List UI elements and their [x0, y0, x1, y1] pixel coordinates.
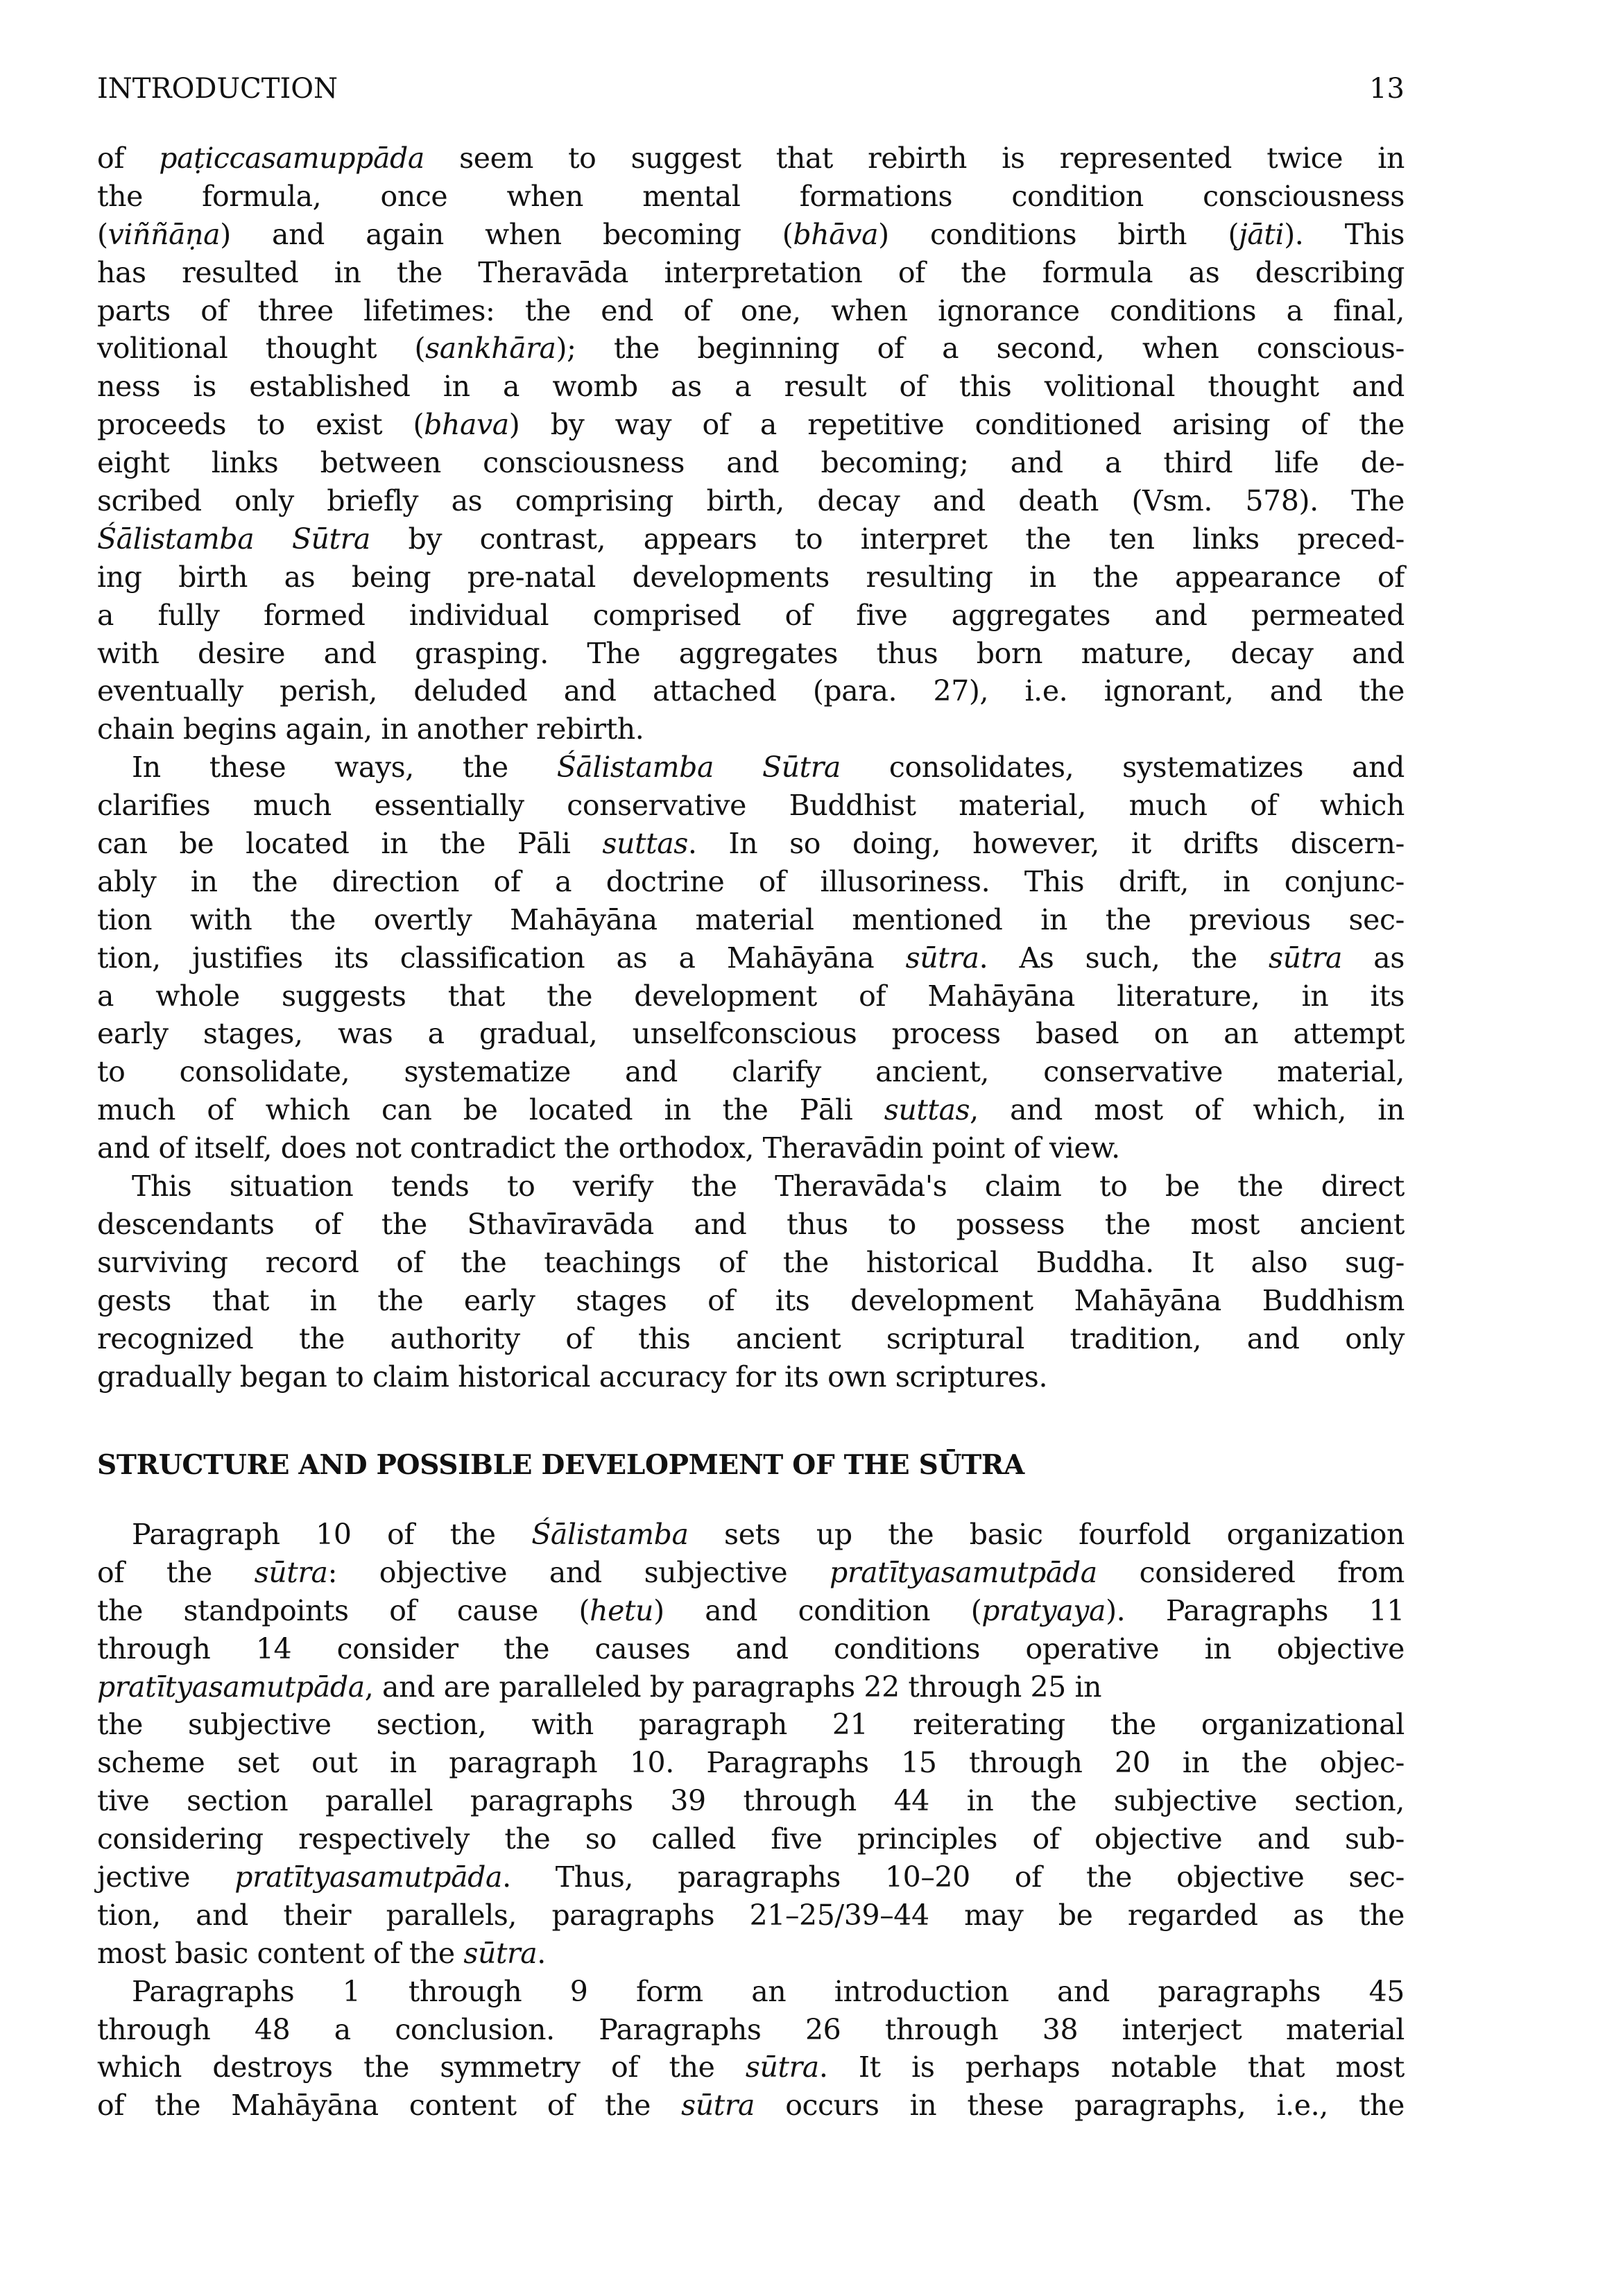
- italic-term: pratītyasamutpāda: [97, 1670, 365, 1704]
- italic-term: pratītyasamutpāda: [234, 1860, 503, 1894]
- paragraph: [97, 1973, 1405, 2125]
- italic-term: sūtra: [463, 1936, 538, 1970]
- text-line: [97, 482, 1405, 520]
- text-line: [97, 139, 1405, 178]
- text-line: [97, 178, 1405, 216]
- text-run: .: [537, 1936, 546, 1970]
- italic-term: pratyaya: [981, 1593, 1106, 1627]
- text-line: [97, 254, 1405, 292]
- text-run: ing birth as being pre-natal developments resulting in the appearance of: [97, 560, 1405, 594]
- italic-term: suttas: [884, 1093, 970, 1127]
- text-run: chain begins again, in another rebirth.: [97, 712, 644, 746]
- text-run: ) by way of a repetitive conditioned arising of the: [508, 408, 1405, 442]
- italic-term: sūtra: [745, 2050, 819, 2084]
- text-line: [97, 1129, 1405, 1167]
- text-run: tive section parallel paragraphs 39 through 44 in the subjective section,: [97, 1784, 1405, 1818]
- italic-term: Śālistamba Sūtra: [97, 522, 370, 556]
- text-line: [97, 1015, 1405, 1053]
- text-line: [97, 1206, 1405, 1244]
- italic-term: sankhāra: [425, 332, 556, 366]
- text-run: recognized the authority of this ancient scriptural tradition, and only: [97, 1321, 1405, 1355]
- text-run: jective: [97, 1860, 235, 1894]
- text-run: with desire and grasping. The aggregates thus born mature, decay and: [97, 636, 1405, 670]
- text-run: ness is established in a womb as a result of this volitional thought and: [97, 370, 1405, 404]
- italic-term: paṭiccasamuppāda: [159, 142, 424, 175]
- text-run: parts of three lifetimes: the end of one, when ignorance conditions a final,: [97, 293, 1405, 327]
- text-line: [97, 444, 1405, 482]
- text-run: tion with the overtly Mahāyāna material mentioned in the previous sec-: [97, 902, 1405, 936]
- text-line: [97, 1706, 1405, 1744]
- text-line: [97, 1053, 1405, 1091]
- text-line: [97, 1782, 1405, 1820]
- text-run: clarifies much essentially conservative Buddhist material, much of which: [97, 789, 1405, 823]
- paragraph: [97, 1167, 1405, 1396]
- text-run: to consolidate, systematize and clarify ancient, conservative material,: [97, 1055, 1405, 1089]
- text-line: [97, 597, 1405, 635]
- text-run: can be located in the Pāli: [97, 827, 603, 861]
- text-line: [97, 329, 1405, 368]
- italic-term: sūtra: [1269, 941, 1343, 975]
- text-run: through 14 consider the causes and conditions operative in objective: [97, 1631, 1405, 1665]
- italic-term: hetu: [590, 1593, 654, 1627]
- text-line: [97, 672, 1405, 710]
- text-run: surviving record of the teachings of the historical Buddha. It also sug-: [97, 1245, 1405, 1279]
- text-run: In these ways, the: [132, 751, 557, 785]
- text-run: a whole suggests that the development of Mahāyāna literature, in its: [97, 979, 1405, 1013]
- text-run: eight links between consciousness and becoming; and a third life de-: [97, 446, 1405, 480]
- text-run: through 48 a conclusion. Paragraphs 26 through 38 interject material: [97, 2012, 1405, 2046]
- text-line: [97, 863, 1405, 901]
- text-line: [97, 748, 1405, 787]
- text-run: , and are paralleled by paragraphs 22 through 25 in: [364, 1670, 1102, 1704]
- text-line: [97, 1282, 1405, 1320]
- text-line: [97, 1668, 1405, 1706]
- italic-term: suttas: [602, 827, 688, 861]
- text-line: [97, 2087, 1405, 2125]
- running-head: [97, 69, 1405, 108]
- text-line: [97, 1973, 1405, 2011]
- italic-term: pratītyasamutpāda: [830, 1555, 1097, 1589]
- italic-term: sūtra: [681, 2089, 755, 2123]
- text-run: volitional thought (: [97, 332, 426, 366]
- text-run: much of which can be located in the Pāli: [97, 1093, 884, 1127]
- text-line: [97, 635, 1405, 673]
- section-heading: STRUCTURE AND POSSIBLE DEVELOPMENT OF THE SŪTRA: [97, 1449, 1024, 1481]
- italic-term: Śālistamba Sūtra: [556, 751, 841, 785]
- text-run: . Thus, paragraphs 10–20 of the objective sec-: [502, 1860, 1405, 1894]
- text-run: tion, and their parallels, paragraphs 21–25/39–44 may be regarded as the: [97, 1898, 1405, 1932]
- text-run: by contrast, appears to interpret the ten links preced-: [370, 522, 1405, 556]
- text-line: [97, 901, 1405, 939]
- text-run: occurs in these paragraphs, i.e., the: [755, 2089, 1405, 2123]
- text-run: gests that in the early stages of its development Mahāyāna Buddhism: [97, 1283, 1405, 1317]
- text-run: most basic content of the: [97, 1936, 464, 1970]
- text-line: [97, 1167, 1405, 1206]
- text-run: ); the beginning of a second, when conscious-: [556, 332, 1405, 366]
- text-run: the subjective section, with paragraph 21 reiterating the organizational: [97, 1708, 1405, 1742]
- text-run: proceeds to exist (: [97, 408, 424, 442]
- body-text-block-1: [97, 139, 1405, 1396]
- text-run: . In so doing, however, it drifts discern-: [687, 827, 1405, 861]
- text-line: [97, 939, 1405, 977]
- text-run: descendants of the Sthavīravāda and thus to possess the most ancient: [97, 1207, 1405, 1241]
- paragraph: [97, 1516, 1405, 1973]
- text-run: tion, justifies its classification as a Mahāyāna: [97, 941, 906, 975]
- italic-term: sūtra: [905, 941, 979, 975]
- text-line: [97, 1091, 1405, 1129]
- text-run: (: [97, 217, 108, 251]
- paragraph: [97, 748, 1405, 1167]
- text-run: and of itself, does not contradict the orthodox, Theravādin point of view.: [97, 1131, 1120, 1165]
- text-run: ably in the direction of a doctrine of illusoriness. This drift, in conjunc-: [97, 864, 1405, 898]
- paragraph: [97, 139, 1405, 748]
- text-run: which destroys the symmetry of the: [97, 2050, 746, 2084]
- text-line: [97, 1320, 1405, 1358]
- text-run: considering respectively the so called five principles of objective and sub-: [97, 1822, 1405, 1856]
- text-run: , and most of which, in: [970, 1093, 1405, 1127]
- text-run: scribed only briefly as comprising birth, decay and death (Vsm. 578). The: [97, 484, 1405, 518]
- text-line: [97, 1516, 1405, 1554]
- running-head-title: INTRODUCTION: [97, 73, 338, 105]
- text-line: [97, 1935, 1405, 1973]
- text-line: [97, 1858, 1405, 1896]
- text-run: the standpoints of cause (: [97, 1593, 590, 1627]
- text-run: gradually began to claim historical accuracy for its own scriptures.: [97, 1360, 1048, 1394]
- text-run: ) conditions birth (: [878, 217, 1239, 251]
- text-run: . As such, the: [979, 941, 1269, 975]
- text-line: [97, 368, 1405, 406]
- italic-term: sūtra: [254, 1555, 328, 1589]
- text-line: [97, 2048, 1405, 2087]
- text-run: Paragraphs 1 through 9 form an introduction and paragraphs 45: [132, 1974, 1405, 2008]
- text-line: [97, 1820, 1405, 1858]
- text-run: : objective and subjective: [327, 1555, 830, 1589]
- text-run: sets up the basic fourfold organization: [688, 1518, 1405, 1551]
- text-line: [97, 825, 1405, 863]
- text-line: [97, 2011, 1405, 2049]
- text-line: [97, 1630, 1405, 1668]
- page-number: 13: [1369, 73, 1405, 105]
- text-run: ). This: [1284, 217, 1405, 251]
- italic-term: bhāva: [793, 217, 879, 251]
- text-line: [97, 406, 1405, 444]
- text-line: [97, 520, 1405, 558]
- text-line: [97, 1554, 1405, 1592]
- text-run: a fully formed individual comprised of five aggregates and permeated: [97, 598, 1405, 632]
- italic-term: Śālistamba: [531, 1518, 689, 1551]
- text-run: of the Mahāyāna content of the: [97, 2089, 682, 2123]
- body-text-block-2: [97, 1516, 1405, 2125]
- italic-term: jāti: [1239, 217, 1285, 251]
- text-line: [97, 1744, 1405, 1782]
- text-run: This situation tends to verify the Theravāda's claim to be the direct: [132, 1170, 1405, 1203]
- text-run: seem to suggest that rebirth is represented twice in: [424, 142, 1405, 175]
- text-run: ) and condition (: [653, 1593, 982, 1627]
- text-line: [97, 1244, 1405, 1282]
- text-line: [97, 1896, 1405, 1935]
- text-run: eventually perish, deluded and attached (para. 27), i.e. ignorant, and the: [97, 674, 1405, 708]
- text-run: of: [97, 142, 160, 175]
- italic-term: viññāṇa: [108, 217, 221, 251]
- text-line: [97, 558, 1405, 597]
- text-run: of the: [97, 1555, 255, 1589]
- text-run: early stages, was a gradual, unselfconscious process based on an attempt: [97, 1017, 1405, 1051]
- text-line: [97, 787, 1405, 825]
- text-run: ) and again when becoming (: [220, 217, 793, 251]
- text-line: [97, 1358, 1405, 1396]
- text-run: consolidates, systematizes and: [840, 751, 1405, 785]
- text-line: [97, 977, 1405, 1016]
- text-run: considered from: [1097, 1555, 1405, 1589]
- text-run: as: [1342, 941, 1405, 975]
- text-run: the formula, once when mental formations condition consciousness: [97, 179, 1405, 213]
- text-run: . It is perhaps notable that most: [818, 2050, 1405, 2084]
- text-run: has resulted in the Theravāda interpretation of the formula as describing: [97, 255, 1405, 289]
- text-run: scheme set out in paragraph 10. Paragraphs 15 through 20 in the objec-: [97, 1746, 1405, 1780]
- text-run: ). Paragraphs 11: [1106, 1593, 1405, 1627]
- text-line: [97, 710, 1405, 748]
- text-line: [97, 1592, 1405, 1630]
- italic-term: bhava: [424, 408, 509, 442]
- text-run: Paragraph 10 of the: [132, 1518, 532, 1551]
- text-line: [97, 292, 1405, 330]
- text-line: [97, 216, 1405, 254]
